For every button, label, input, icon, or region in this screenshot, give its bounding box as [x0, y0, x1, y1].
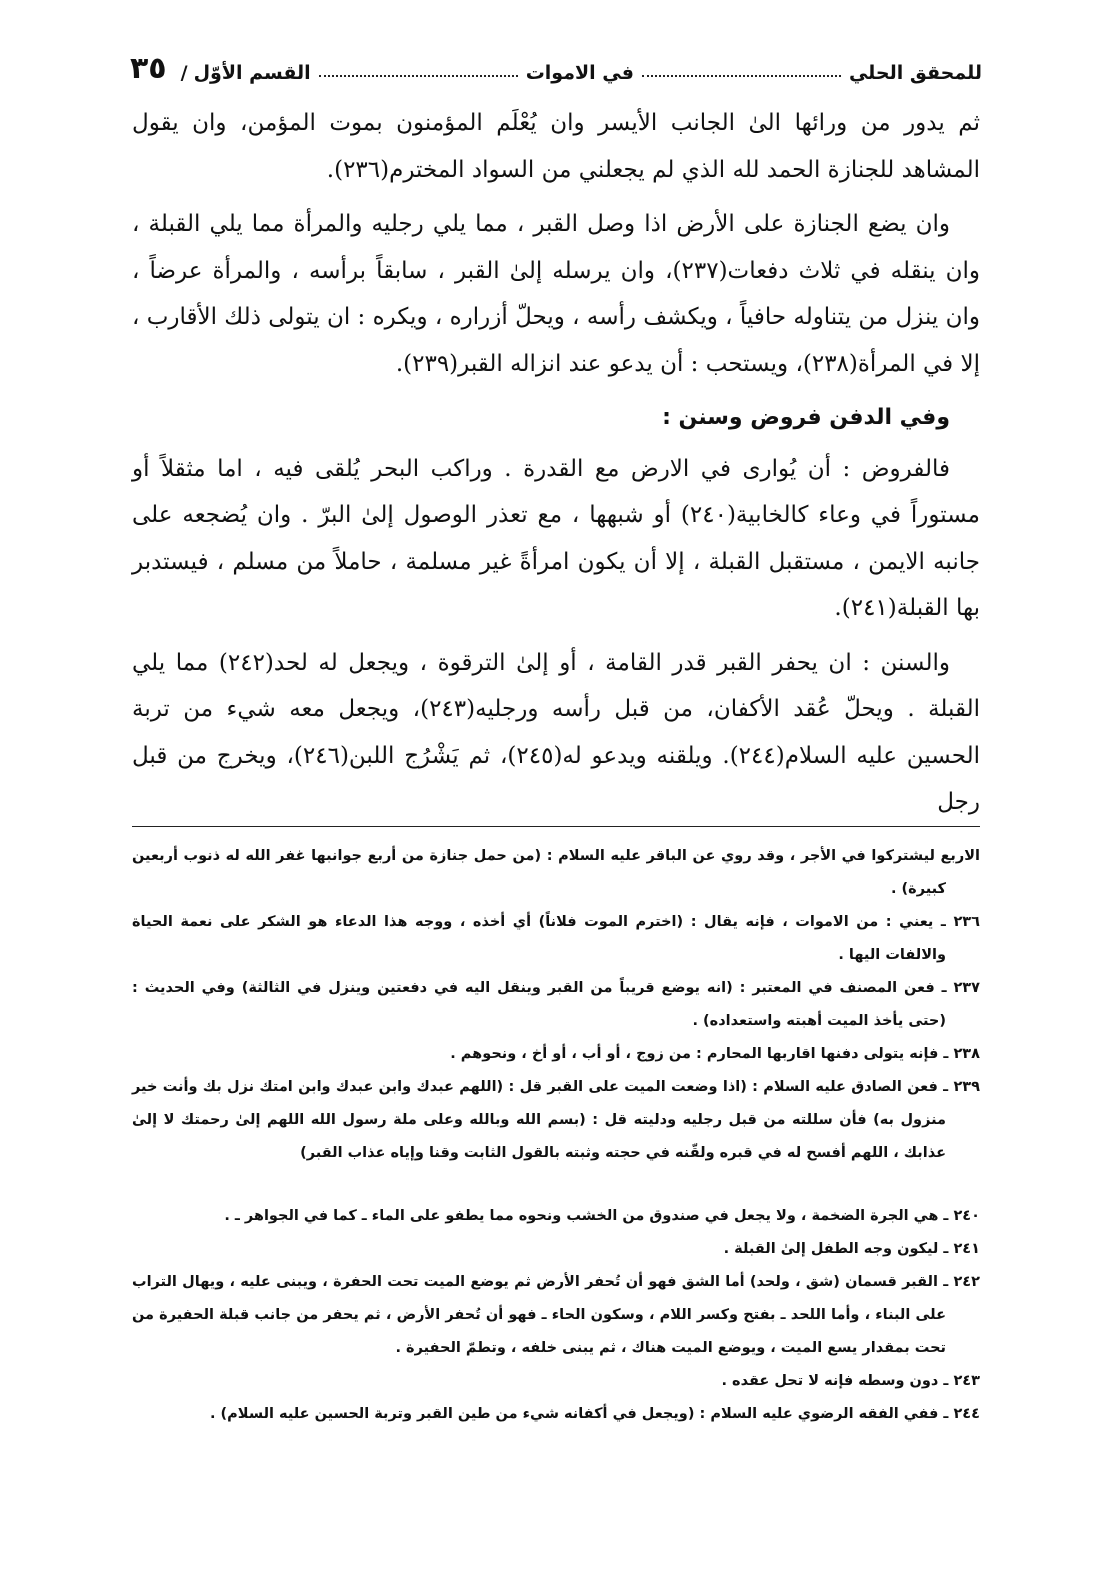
- footnote-divider: [132, 826, 980, 827]
- section-subheading: وفي الدفن فروض وسنن :: [662, 405, 950, 430]
- footnote: ٢٤٣ ـ دون وسطه فإنه لا تحل عقده .: [721, 1373, 980, 1389]
- section-title: القسم الأوّل: [193, 62, 311, 84]
- footnote: ٢٣٩ ـ فعن الصادق عليه السلام : (اذا وضعت الميت على القبر قل : (اللهم عبدك وابن عبدك وابن امتك نزل بك وأنت خير منزول به) فأن سللته من قبل رجليه ودليته قل : (بسم الله وبالله وعلى ملة رسول الله اللهم إلىٰ رحمتك لا إلىٰ عذابك ، اللهم أفسح له في قبره ولقّنه في حجته وثبته بالقول الثابت وقنا وإياه عذاب القبر): [132, 1079, 980, 1161]
- paragraph: ثم يدور من ورائها الىٰ الجانب الأيسر وان يُعْلَم المؤمنون بموت المؤمن، وان يقول المشاهد للجنازة الحمد لله الذي لم يجعلني من السواد المخترم(٢٣٦).: [132, 110, 980, 183]
- footnote-gap: [132, 1170, 980, 1200]
- paragraph: والسنن : ان يحفر القبر قدر القامة ، أو إلىٰ الترقوة ، ويجعل له لحد(٢٤٢) مما يلي القبلة . ويحلّ عُقد الأكفان، من قبل رأسه ورجليه(٢٤٣)، ويجعل معه شيء من تربة الحسين عليه السلام(٢٤٤). ويلقنه ويدعو له(٢٤٥)، ثم يَشْرُج اللبن(٢٤٦)، ويخرج من قبل رجل: [132, 649, 981, 815]
- main-text: [132, 100, 980, 834]
- footnote-continuation: الاربع ليشتركوا في الأجر ، وقد روي عن الباقر عليه السلام : (من حمل جنازة من أربع جوانبها غفر الله له ذنوب أربعين كبيرة) .: [132, 848, 980, 897]
- running-header: [130, 40, 982, 84]
- header-separator: /: [180, 62, 188, 84]
- paragraph: وان يضع الجنازة على الأرض اذا وصل القبر ، مما يلي رجليه والمرأة مما يلي القبلة ، وان ينقله في ثلاث دفعات(٢٣٧)، وان يرسله إلىٰ القبر ، سابقاً برأسه ، والمرأة عرضاً ، وان ينزل من يتناوله حافياً ، ويكشف رأسه ، ويحلّ أزراره ، ويكره : ان يتولى ذلك الأقارب ، إلا في المرأة(٢٣٨)، ويستحب : أن يدعو عند انزاله القبر(٢٣٩).: [131, 211, 980, 377]
- footnote: ٢٤١ ـ ليكون وجه الطفل إلىٰ القبلة .: [723, 1241, 980, 1257]
- footnote: ٢٤٢ ـ القبر قسمان (شق ، ولحد) أما الشق فهو أن تُحفر الأرض ثم يوضع الميت تحت الحفرة ، ويبنى عليه ، ويهال التراب على البناء ، وأما اللحد ـ بفتح وكسر اللام ، وسكون الحاء ـ فهو أن تُحفر الأرض ، ثم يحفر من جانب قبلة الحفيرة من تحت بمقدار يسع الميت ، ويوضع الميت هناك ، ثم يبنى خلفه ، وتطمّ الحفيرة .: [132, 1274, 980, 1356]
- page-number: ٣٥: [129, 51, 167, 86]
- paragraph: فالفروض : أن يُوارى في الارض مع القدرة . وراكب البحر يُلقى فيه ، اما مثقلاً أو مستوراً في وعاء كالخابية(٢٤٠) أو شبهها ، مع تعذر الوصول إلىٰ البرّ . وان يُضجعه على جانبه الايمن ، مستقبل القبلة ، إلا أن يكون امرأةً غير مسلمة ، حاملاً من مسلم ، فيستدبر بها القبلة(٢٤١).: [132, 455, 980, 621]
- footnote: ٢٣٦ ـ يعني : من الاموات ، فإنه يقال : (اخترم الموت فلاناً) أي أخذه ، ووجه هذا الدعاء هو الشكر على نعمة الحياة والالفات اليها .: [132, 914, 980, 963]
- footnote: ٢٤٠ ـ هي الجرة الضخمة ، ولا يجعل في صندوق من الخشب ونحوه مما يطفو على الماء ـ كما في الجواهر ـ .: [224, 1208, 980, 1224]
- book-title: للمحقق الحلي: [848, 62, 982, 84]
- chapter-title: في الاموات: [525, 62, 634, 84]
- footnote: ٢٤٤ ـ ففي الفقه الرضوي عليه السلام : (ويجعل في أكفانه شيء من طين القبر وتربة الحسين عليه السلام) .: [210, 1406, 980, 1422]
- header-dots: [642, 74, 841, 77]
- footnotes: [132, 840, 980, 1431]
- footnote: ٢٣٧ ـ فعن المصنف في المعتبر : (انه يوضع قريباً من القبر وينقل اليه في دفعتين وينزل في الثالثة) وفي الحديث : (حتى يأخذ الميت أهبته واستعداده) .: [132, 980, 980, 1029]
- header-dots: [319, 74, 518, 77]
- footnote: ٢٣٨ ـ فإنه يتولى دفنها اقاربها المحارم : من زوج ، أو أب ، أو أخ ، ونحوهم .: [450, 1046, 980, 1062]
